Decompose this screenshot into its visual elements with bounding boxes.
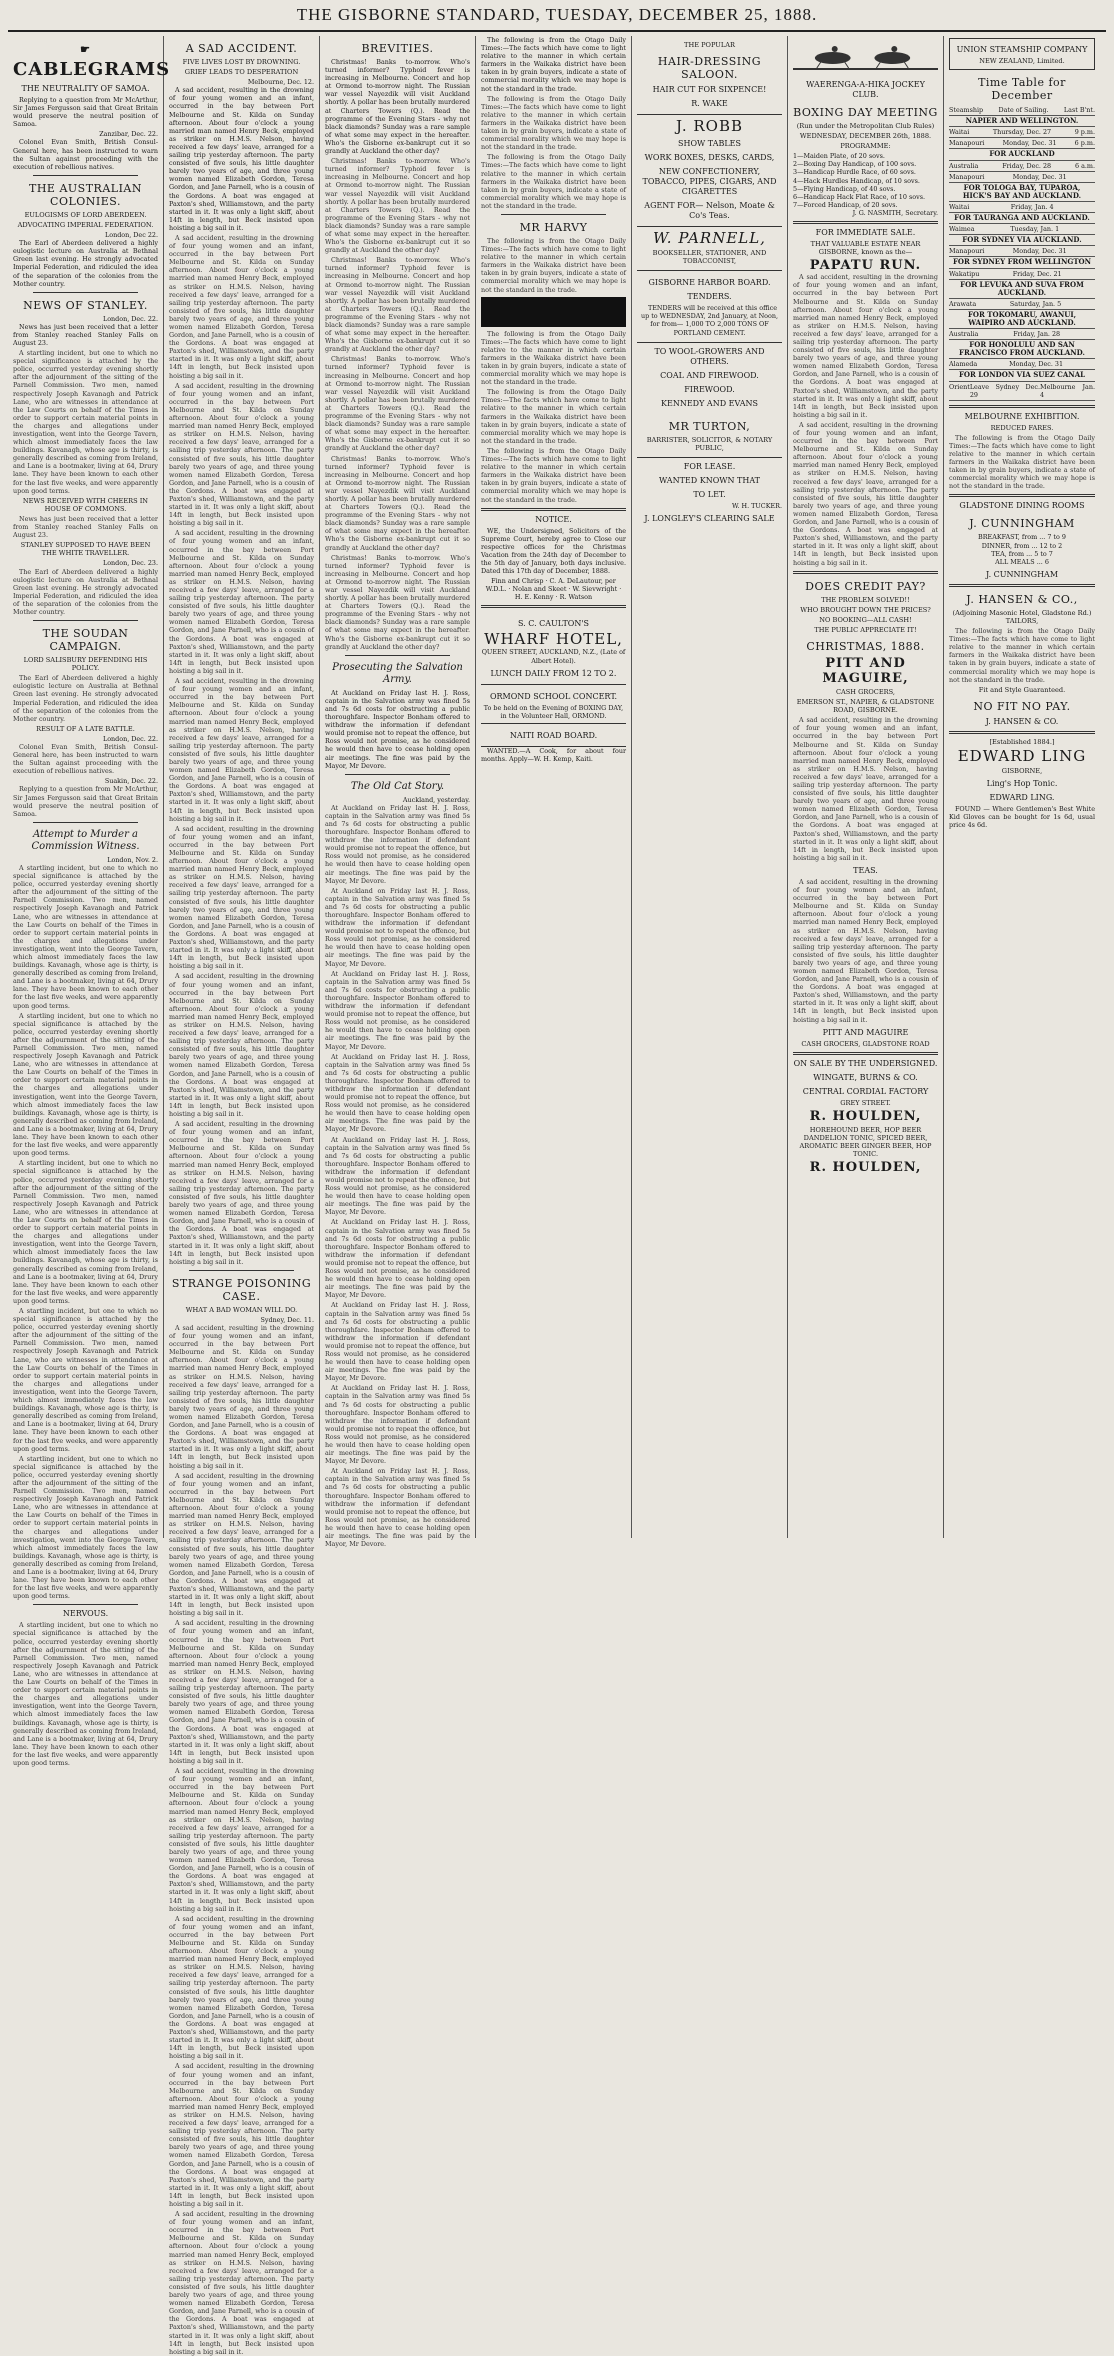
column-5 xyxy=(632,36,788,1538)
ad-heading: BOXING DAY MEETING xyxy=(793,106,938,119)
robb-ad xyxy=(637,115,782,227)
ad-heading: PAPATU RUN. xyxy=(809,258,922,274)
ad-sub: [Established 1884.] xyxy=(989,737,1055,746)
article-text: The Earl of Aberdeen delivered a highly eulogistic lecture on Australia at Bethnal Green last evening. He strongly advocated Imperial Federation, and ridiculed the idea of the separation of the colonies from the Mother country. xyxy=(13,567,158,616)
divider xyxy=(949,494,1095,497)
article-text: Colonel Evan Smith, British Consul-General here, has been instructed to warn the Sultan against proceeding with the execution of rebellious natives. xyxy=(13,743,158,776)
board-ad xyxy=(481,724,626,747)
ad-sub: WORK BOXES, DESKS, CARDS, xyxy=(644,153,775,163)
ad-title: W. PARNELL, xyxy=(653,229,766,248)
heading: KENNEDY AND EVANS xyxy=(661,398,758,408)
column-4 xyxy=(476,36,632,1538)
brevities-text: Christmas! Banks to-morrow. Who's turned informer? Typhoid fever is increasing in Melbourne. Concert and hop at Ormond to-morrow night. The Russian war vessel Nayezdik will visit Auckland shortly. A pollar has been brutally murdered at Charters Towers (Q.). Read the programme of the Evening Stars - why not black diamonds? Sunday was a rare sample of what some may expect in the hereafter. Who's the Gisborne ex-bankrupt cut it so grandly at Auckland the other day? xyxy=(325,553,470,651)
ad-kicker: THE POPULAR xyxy=(684,41,735,49)
ad-text: A sad accident, resulting in the drowning of four young women and an infant, occurred in the bay between Port Melbourne and St. Kilda on Sunday afternoon. About four o'clock a young married man named Henry Beck, employed as striker on H.M.S. Nelson, having received a few days' leave, arranged for a sailing trip yesterday afternoon. The party consisted of five souls, his little daughter barely two years of age, and three young women named Elizabeth Gordon, Teresa Gordon, and Jane Parnell, who is a cousin of the Gordons. A boat was engaged at Paxton's shed, Williamstown, and the party started in it. It was only a light skiff, about 14ft in length, but Beck insisted upon hoisting a big sail in it. xyxy=(793,420,938,567)
divider xyxy=(501,214,606,215)
subheading: RESULT OF A LATE BATTLE. xyxy=(36,724,135,733)
timetable-cell: Monday, Dec. 31 xyxy=(1012,172,1067,181)
notice-text: WE, the Undersigned, Solicitors of the Supreme Court, hereby agree to Close our respective offices for the Christmas Vacation from the 24th day of December to the 5th day of January, both days inclusive. Dated this 17th day of December, 1888. xyxy=(481,526,626,576)
heading: The Old Cat Story. xyxy=(350,780,445,792)
ad-sub: EMERSON ST., NAPIER, & GLADSTONE ROAD, GISBORNE. xyxy=(796,698,935,715)
ad-sub: CASH GROCERS, xyxy=(835,687,895,696)
dateline: Sydney, Dec. 11. xyxy=(260,1315,314,1324)
ad-sub: HOREHOUND BEER, HOP BEER DANDELION TONIC, SPICED BEER, AROMATIC BEER GINGER BEER, HOP TONIC. xyxy=(799,1125,932,1159)
ad-title: J. ROBB xyxy=(675,117,744,136)
ad-title: HAIR-DRESSING SALOON. xyxy=(657,55,762,82)
dateline: Auckland, yesterday. xyxy=(402,795,470,804)
ad-title: UNION STEAMSHIP COMPANY xyxy=(956,45,1088,54)
hotel-ad xyxy=(481,612,626,684)
timetable-cell: Australia xyxy=(949,330,979,339)
ad-heading: R. HOULDEN, xyxy=(809,1160,922,1176)
article-text: A startling incident, but one to which no special significance is attached by the police, occurred yesterday evening shortly after the adjournment of the sitting of the Parnell Commission. Two men, named respectively Joseph Kavanagh and Patrick Lane, who are witnesses in attendance at the Law Courts on behalf of the Times in order to support certain material points in the charges and allegations under investigation, went into the George Tavern, which almost immediately faces the law buildings. Kavanagh, whose age is thirty, is generally described as coming from Ireland, and Lane is a bootmaker, living at 64, Drury lane. They have been known to each other for the last five weeks, and were apparently upon good terms. xyxy=(13,1454,158,1601)
timetable-destination: FOR TOLOGA BAY, TUPAROA, HICK'S BAY AND AUCKLAND. xyxy=(949,183,1095,202)
timetable-cell: Waitai xyxy=(949,202,970,211)
article-text: The following is from the Otago Daily Times:—The facts which have come to light relative to the manner in which certain farmers in the Waikaka district have been taken in by grain buyers, indicate a state of commercial morality which we may hope is not the standard in the trade. xyxy=(481,153,626,210)
ad-sub: Fit and Style Guaranteed. xyxy=(978,685,1066,694)
brevities-text: Christmas! Banks to-morrow. Who's turned informer? Typhoid fever is increasing in Melbourne. Concert and hop at Ormond to-morrow night. The Russian war vessel Nayezdik will visit Auckland shortly. A pollar has been brutally murdered at Charters Towers (Q.). Read the programme of the Evening Stars - why not black diamonds? Sunday was a rare sample of what some may expect in the hereafter. Who's the Gisborne ex-bankrupt cut it so grandly at Auckland the other day? xyxy=(325,355,470,453)
timetable-cell: Waimea xyxy=(949,225,975,234)
article-text: A sad accident, resulting in the drowning of four young women and an infant, occurred in the bay between Port Melbourne and St. Kilda on Sunday afternoon. About four o'clock a young married man named Henry Beck, employed as striker on H.M.S. Nelson, having received a few days' leave, arranged for a sailing trip yesterday afternoon. The party consisted of five souls, his little daughter barely two years of age, and three young women named Elizabeth Gordon, Teresa Gordon, and Jane Parnell, who is a cousin of the Gordons. A boat was engaged at Paxton's shed, Williamstown, and the party started in it. It was only a light skiff, about 14ft in length, but Beck insisted upon hoisting a big sail in it. xyxy=(169,677,314,823)
timetable-destination: FOR SYDNEY FROM WELLINGTON xyxy=(949,257,1095,268)
heading: TO WOOL-GROWERS AND OTHERS. xyxy=(654,346,765,366)
signature: J. G. NASMITH, Secretary. xyxy=(852,208,938,217)
timetable-cell: Australia xyxy=(949,161,979,170)
article-text: At Auckland on Friday last H. J. Ross, captain in the Salvation army was fined 5s and 7s 6d costs for obstructing a public thoroughfare. Inspector Bonham offered to withdraw the information if defendant would promise not to repeat the offence, but Ross would not promise, as he considered he would then have to cease holding open air meetings. The fine was paid by the Mayor, Mr Devore. xyxy=(325,688,470,770)
ad-title: ORMOND SCHOOL CONCERT. xyxy=(489,691,618,701)
racehorse-engraving xyxy=(793,38,938,76)
timetable-destination: FOR TAURANGA AND AUCKLAND. xyxy=(949,213,1095,224)
brevities-text: Christmas! Banks to-morrow. Who's turned informer? Typhoid fever is increasing in Melbourne. Concert and hop at Ormond to-morrow night. The Russian war vessel Nayezdik will visit Auckland shortly. A pollar has been brutally murdered at Charters Towers (Q.). Read the programme of the Evening Stars - why not black diamonds? Sunday was a rare sample of what some may expect in the hereafter. Who's the Gisborne ex-bankrupt cut it so grandly at Auckland the other day? xyxy=(325,454,470,552)
column-7 xyxy=(944,36,1100,1538)
heading: FIREWOOD. xyxy=(684,384,735,394)
race-item: 6—Handicap Hack Flat Race, of 10 sovs. xyxy=(793,192,926,201)
ad-name: J. CUNNINGHAM xyxy=(969,517,1075,531)
article-text: Replying to a question from Mr McArthur, Sir James Fergusson said that Great Britain would preserve the neutral position of Samoa. xyxy=(13,96,158,129)
dateline: London, Dec. 22. xyxy=(102,314,158,323)
divider xyxy=(793,1052,938,1055)
article-text: The following is from the Otago Daily Times:—The facts which have come to light relative to the manner in which certain farmers in the Waikaka district have been taken in by grain buyers, indicate a state of commercial morality which we may hope is not the standard in the trade. xyxy=(481,388,626,445)
timetable-row xyxy=(949,127,1095,138)
race-list xyxy=(793,152,938,209)
column-1 xyxy=(8,36,171,1767)
article-text: A startling incident, but one to which no special significance is attached by the police, occurred yesterday evening shortly after the adjournment of the sitting of the Parnell Commission. Two men, named respectively Joseph Kavanagh and Patrick Lane, who are witnesses in attendance at the Law Courts on behalf of the Times in order to support certain material points in the charges and allegations under investigation, went into the George Tavern, which almost immediately faces the law buildings. Kavanagh, whose age is thirty, is generally described as coming from Ireland, and Lane is a bootmaker, living at 64, Drury lane. They have been known to each other for the last five weeks, and were apparently upon good terms. xyxy=(13,349,158,495)
ad-sub: TENDERS. xyxy=(687,292,732,302)
article-text: A startling incident, but one to which no special significance is attached by the police, occurred yesterday evening shortly after the adjournment of the sitting of the Parnell Commission. Two men, named respectively Joseph Kavanagh and Patrick Lane, who are witnesses in attendance at the Law Courts on behalf of the Times in order to support certain material points in the charges and allegations under investigation, went into the George Tavern, which almost immediately faces the law buildings. Kavanagh, whose age is thirty, is generally described as coming from Ireland, and Lane is a bootmaker, living at 64, Drury lane. They have been known to each other for the last five weeks, and were apparently upon good terms. xyxy=(13,1011,158,1158)
ad-note: LUNCH DAILY FROM 12 TO 2. xyxy=(490,668,617,678)
heading: WANTED KNOWN THAT xyxy=(658,475,761,485)
timetable-destination: NAPIER AND WELLINGTON. xyxy=(949,116,1095,127)
ad-title: MELBOURNE EXHIBITION. xyxy=(964,411,1080,421)
divider xyxy=(949,731,1095,734)
timetable-row xyxy=(949,246,1095,257)
article-text: The following is from the Otago Daily Times:—The facts which have come to light relative to the manner in which certain farmers in the Waikaka district have been taken in by grain buyers, indicate a state of commercial morality which we may hope is not the standard in the trade. xyxy=(481,446,626,504)
ad-sub: BOOKSELLER, STATIONER, AND TOBACCONIST, xyxy=(652,249,767,266)
divider xyxy=(949,584,1095,587)
race-item: 4—Hack Hurdles Handicap, of 10 sovs. xyxy=(793,176,920,185)
concert-ad xyxy=(481,685,626,724)
column-3 xyxy=(320,36,476,1549)
timetable-cell: Friday, Dec. 28 xyxy=(1002,161,1052,170)
divider xyxy=(33,822,138,823)
timetable-header xyxy=(949,105,1095,116)
timetable-cell: Arawata xyxy=(949,299,977,308)
ad-sub: THE PUBLIC APPRECIATE IT! xyxy=(814,625,917,634)
race-item: 7—Forced Handicap, of 20 sovs. xyxy=(793,200,898,209)
divider xyxy=(33,175,138,176)
heading: COAL AND FIREWOOD. xyxy=(660,370,759,380)
article-text: At Auckland on Friday last H. J. Ross, captain in the Salvation army was fined 5s and 7s 6d costs for obstructing a public thoroughfare. Inspector Bonham offered to withdraw the information if defendant would promise not to repeat the offence, but Ross would not promise, as he considered he would then have to cease holding open air meetings. The fine was paid by the Mayor, Mr Devore. xyxy=(325,1301,470,1383)
timetable-cell: Thursday, Dec. 27 xyxy=(992,128,1052,137)
timetable-cell: Saturday, Jan. 5 xyxy=(1009,299,1062,308)
brevities-text: Christmas! Banks to-morrow. Who's turned informer? Typhoid fever is increasing in Melbourne. Concert and hop at Ormond to-morrow night. The Russian war vessel Nayezdik will visit Auckland shortly. A pollar has been brutally murdered at Charters Towers (Q.). Read the programme of the Evening Stars - why not black diamonds? Sunday was a rare sample of what some may expect in the hereafter. Who's the Gisborne ex-bankrupt cut it so grandly at Auckland the other day? xyxy=(325,58,470,156)
ad-sub: GREY STREET. xyxy=(840,1098,891,1107)
column-header: Date of Sailing. xyxy=(998,106,1049,115)
article-text: A sad accident, resulting in the drowning of four young women and an infant, occurred in the bay between Port Melbourne and St. Kilda on Sunday afternoon. About four o'clock a young married man named Henry Beck, employed as striker on H.M.S. Nelson, having received a few days' leave, arranged for a sailing trip yesterday afternoon. The party consisted of five souls, his little daughter barely two years of age, and three young women named Elizabeth Gordon, Teresa Gordon, and Jane Parnell, who is a cousin of the Gordons. A boat was engaged at Paxton's shed, Williamstown, and the party started in it. It was only a light skiff, about 14ft in length, but Beck insisted upon hoisting a big sail in it. xyxy=(169,529,314,675)
ad-sub: WHO BROUGHT DOWN THE PRICES? xyxy=(800,605,931,614)
timetable-cell: Manapouri xyxy=(949,139,985,148)
timetable-destination: FOR HONOLULU AND SAN FRANCISCO FROM AUCKLAND. xyxy=(949,340,1095,359)
timetable-cell: Friday, Dec. 21 xyxy=(1012,269,1062,278)
article-text: A sad accident, resulting in the drowning of four young women and an infant, occurred in the bay between Port Melbourne and St. Kilda on Sunday afternoon. About four o'clock a young married man named Henry Beck, employed as striker on H.M.S. Nelson, having received a few days' leave, arranged for a sailing trip yesterday afternoon. The party consisted of five souls, his little daughter barely two years of age, and three young women named Elizabeth Gordon, Teresa Gordon, and Jane Parnell, who is a cousin of the Gordons. A boat was engaged at Paxton's shed, Williamstown, and the party started in it. It was only a light skiff, about 14ft in length, but Beck insisted upon hoisting a big sail in it. xyxy=(169,1914,314,2061)
timetable-cell: Friday, Jan. 28 xyxy=(1013,330,1061,339)
divider xyxy=(949,405,1095,408)
timetable-destination: FOR LEVUKA AND SUVA FROM AUCKLAND. xyxy=(949,280,1095,299)
article-text: The Earl of Aberdeen delivered a highly eulogistic lecture on Australia at Bethnal Green last evening. He strongly advocated Imperial Federation, and ridiculed the idea of the separation of the colonies from the Mother country. xyxy=(13,239,158,288)
column-6 xyxy=(788,36,944,1538)
dateline: London, Dec. 22. xyxy=(102,734,158,743)
ad-sub: NEW CONFECTIONERY, TOBACCO, PIPES, CIGARS, AND CIGARETTES xyxy=(642,167,777,197)
article-text: A sad accident, resulting in the drowning of four young women and an infant, occurred in the bay between Port Melbourne and St. Kilda on Sunday afternoon. About four o'clock a young married man named Henry Beck, employed as striker on H.M.S. Nelson, having received a few days' leave, arranged for a sailing trip yesterday afternoon. The party consisted of five souls, his little daughter barely two years of age, and three young women named Elizabeth Gordon, Teresa Gordon, and Jane Parnell, who is a cousin of the Gordons. A boat was engaged at Paxton's shed, Williamstown, and the party started in it. It was only a light skiff, about 14ft in length, but Beck insisted upon hoisting a big sail in it. xyxy=(169,2062,314,2208)
ad-sub: GISBORNE, xyxy=(1001,766,1043,775)
ad-heading: TEAS. xyxy=(853,865,878,875)
heading: STRANGE POISONING CASE. xyxy=(171,1276,312,1303)
ad-heading: NO FIT NO PAY. xyxy=(973,699,1071,713)
race-item: 5—Flying Handicap, of 40 sovs. xyxy=(793,184,896,193)
black-print-block xyxy=(481,297,626,327)
ad-heading: R. HOULDEN, xyxy=(809,1108,922,1124)
article-text: A sad accident, resulting in the drowning of four young women and an infant, occurred in the bay between Port Melbourne and St. Kilda on Sunday afternoon. About four o'clock a young married man named Henry Beck, employed as striker on H.M.S. Nelson, having received a few days' leave, arranged for a sailing trip yesterday afternoon. The party consisted of five souls, his little daughter barely two years of age, and three young women named Elizabeth Gordon, Teresa Gordon, and Jane Parnell, who is a cousin of the Gordons. A boat was engaged at Paxton's shed, Williamstown, and the party started in it. It was only a light skiff, about 14ft in length, but Beck insisted upon hoisting a big sail in it. xyxy=(169,824,314,971)
subheading: STANLEY SUPPOSED TO HAVE BEEN THE WHITE TRAVELLER. xyxy=(20,541,151,558)
divider xyxy=(793,571,938,574)
timetable-row xyxy=(949,269,1095,280)
programme-label: PROGRAMME: xyxy=(840,142,891,151)
timetable-row xyxy=(949,382,1095,401)
timetable-cell: Leave Sydney Dec. 29 xyxy=(969,382,1041,399)
timetable-cell: Melbourne Jan. 4 xyxy=(1040,382,1095,399)
article-text: Replying to a question from Mr McArthur, Sir James Fergusson said that Great Britain would preserve the neutral position of Samoa. xyxy=(13,785,158,818)
ad-text: To be held on the Evening of BOXING DAY, in the Volunteer Hall, ORMOND. xyxy=(483,703,624,720)
classified-ad: FOUND — Where Gentlemen's Best White Kid Gloves can be bought for 1s 6d, usual price 4s 6d. xyxy=(949,804,1095,830)
ad-title: FOR IMMEDIATE SALE. xyxy=(815,228,916,238)
timetable-cell: Wakatipu xyxy=(949,269,980,278)
parnell-ad xyxy=(637,227,782,271)
timetable-destination: FOR TOKOMARU, AWANUI, WAIPIRO AND AUCKLAND. xyxy=(949,310,1095,329)
ad-line: DINNER, from ... 12 to 2 xyxy=(981,541,1063,550)
article-text: The following is from the Otago Daily Times:—The facts which have come to light relative to the manner in which certain farmers in the Waikaka district have been taken in by grain buyers, indicate a state of commercial morality which we may hope is not the standard in the trade. xyxy=(481,94,626,152)
article-text: A sad accident, resulting in the drowning of four young women and an infant, occurred in the bay between Port Melbourne and St. Kilda on Sunday afternoon. About four o'clock a young married man named Henry Beck, employed as striker on H.M.S. Nelson, having received a few days' leave, arranged for a sailing trip yesterday afternoon. The party consisted of five souls, his little daughter barely two years of age, and three young women named Elizabeth Gordon, Teresa Gordon, and Jane Parnell, who is a cousin of the Gordons. A boat was engaged at Paxton's shed, Williamstown, and the party started in it. It was only a light skiff, about 14ft in length, but Beck insisted upon hoisting a big sail in it. xyxy=(169,381,314,528)
ad-name: J. CUNNINGHAM xyxy=(985,569,1059,579)
article-text: News has just been received that a letter from Stanley reached Stanley Falls on August 23. xyxy=(13,322,158,347)
timetable-cell: 9 p.m. xyxy=(1074,128,1095,137)
divider xyxy=(345,774,450,775)
heading: THE SOUDAN CAMPAIGN. xyxy=(42,627,129,654)
article-text: A sad accident, resulting in the drowning of four young women and an infant, occurred in the bay between Port Melbourne and St. Kilda on Sunday afternoon. About four o'clock a young married man named Henry Beck, employed as striker on H.M.S. Nelson, having received a few days' leave, arranged for a sailing trip yesterday afternoon. The party consisted of five souls, his little daughter barely two years of age, and three young women named Elizabeth Gordon, Teresa Gordon, and Jane Parnell, who is a cousin of the Gordons. A boat was engaged at Paxton's shed, Williamstown, and the party started in it. It was only a light skiff, about 14ft in length, but Beck insisted upon hoisting a big sail in it. xyxy=(169,1323,314,1470)
cablegrams-title: ☛ CABLEGRAMS xyxy=(13,43,171,80)
article-text: At Auckland on Friday last H. J. Ross, captain in the Salvation army was fined 5s and 7s 6d costs for obstructing a public thoroughfare. Inspector Bonham offered to withdraw the information if defendant would promise not to repeat the offence, but Ross would not promise, as he considered he would then have to cease holding open air meetings. The fine was paid by the Mayor, Mr Devore. xyxy=(325,1218,470,1300)
dateline: London, Dec. 23. xyxy=(102,559,158,568)
article-text: A startling incident, but one to which no special significance is attached by the police, occurred yesterday evening shortly after the adjournment of the sitting of the Parnell Commission. Two men, named respectively Joseph Kavanagh and Patrick Lane, who are witnesses in attendance at the Law Courts on behalf of the Times in order to support certain material points in the charges and allegations under investigation, went into the George Tavern, which almost immediately faces the law buildings. Kavanagh, whose age is thirty, is generally described as coming from Ireland, and Lane is a bootmaker, living at 64, Drury lane. They have been known to each other for the last five weeks, and were apparently upon good terms. xyxy=(13,1621,158,1767)
article-text: At Auckland on Friday last H. J. Ross, captain in the Salvation army was fined 5s and 7s 6d costs for obstructing a public thoroughfare. Inspector Bonham offered to withdraw the information if defendant would promise not to repeat the offence, but Ross would not promise, as he considered he would then have to cease holding open air meetings. The fine was paid by the Mayor, Mr Devore. xyxy=(325,803,470,885)
heading: THE NEUTRALITY OF SAMOA. xyxy=(21,84,150,93)
timetable-cell: Monday, Dec. 31 xyxy=(1002,139,1057,148)
divider xyxy=(33,620,138,621)
timetable-cell: 6 p.m. xyxy=(1074,139,1095,148)
ad-text: TENDERS will be received at this office up to WEDNESDAY, 2nd January, at Noon, for from— 1,000 TO 2,000 TONS OF PORTLAND CEMENT. xyxy=(640,304,779,337)
ad-name: EDWARD LING. xyxy=(989,792,1055,802)
divider xyxy=(481,605,626,608)
subheading: WHAT A BAD WOMAN WILL DO. xyxy=(185,1305,298,1314)
dateline: London, Dec 22. xyxy=(104,231,158,240)
heading: J. LONGLEY'S CLEARING SALE xyxy=(644,513,775,523)
article-text: At Auckland on Friday last H. J. Ross, captain in the Salvation army was fined 5s and 7s 6d costs for obstructing a public thoroughfare. Inspector Bonham offered to withdraw the information if defendant would promise not to repeat the offence, but Ross would not promise, as he considered he would then have to cease holding open air meetings. The fine was paid by the Mayor, Mr Devore. xyxy=(325,1384,470,1466)
heading: MR HARVY xyxy=(519,220,588,234)
heading: A SAD ACCIDENT. xyxy=(185,42,298,55)
article-text: A startling incident, but one to which no special significance is attached by the police, occurred yesterday evening shortly after the adjournment of the sitting of the Parnell Commission. Two men, named respectively Joseph Kavanagh and Patrick Lane, who are witnesses in attendance at the Law Courts on behalf of the Times in order to support certain material points in the charges and allegations under investigation, went into the George Tavern, which almost immediately faces the law buildings. Kavanagh, whose age is thirty, is generally described as coming from Ireland, and Lane is a bootmaker, living at 64, Drury lane. They have been known to each other for the last five weeks, and were apparently upon good terms. xyxy=(13,1307,158,1453)
timetable-row xyxy=(949,172,1095,183)
article-text: News has just been received that a letter from Stanley reached Stanley Falls on August 23. xyxy=(13,514,158,540)
ad-heading: Ling's Hop Tonic. xyxy=(986,778,1058,788)
ad-text: The following is from the Otago Daily Times:—The facts which have come to light relative to the manner in which certain farmers in the Waikaka district have been taken in by grain buyers, indicate a state of commercial morality which we may hope is not the standard in the trade. xyxy=(949,627,1095,684)
ad-name: J. HANSEN & CO. xyxy=(985,716,1059,726)
heading: TO LET. xyxy=(693,489,726,499)
masthead: THE GISBORNE STANDARD, TUESDAY, DECEMBER 25, 1888. xyxy=(296,5,818,24)
article-text: At Auckland on Friday last H. J. Ross, captain in the Salvation army was fined 5s and 7s 6d costs for obstructing a public thoroughfare. Inspector Bonham offered to withdraw the information if defendant would promise not to repeat the offence, but Ross would not promise, as he considered he would then have to cease holding open air meetings. The fine was paid by the Mayor, Mr Devore. xyxy=(325,969,470,1051)
timetable-cell: 6 a.m. xyxy=(1074,161,1095,170)
race-item: 3—Handicap Hurdle Race, of 60 sovs. xyxy=(793,168,916,177)
timetable-destination: FOR LONDON VIA SUEZ CANAL xyxy=(949,370,1095,381)
article-text: A sad accident, resulting in the drowning of four young women and an infant, occurred in the bay between Port Melbourne and St. Kilda on Sunday afternoon. About four o'clock a young married man named Henry Beck, employed as striker on H.M.S. Nelson, having received a few days' leave, arranged for a sailing trip yesterday afternoon. The party consisted of five souls, his little daughter barely two years of age, and three young women named Elizabeth Gordon, Teresa Gordon, and Jane Parnell, who is a cousin of the Gordons. A boat was engaged at Paxton's shed, Williamstown, and the party started in it. It was only a light skiff, about 14ft in length, but Beck insisted upon hoisting a big sail in it. xyxy=(169,86,314,232)
ad-sub: SHOW TABLES xyxy=(678,139,741,149)
heading: NEWS OF STANLEY. xyxy=(23,298,148,312)
ad-sub: REDUCED FARES. xyxy=(990,423,1054,432)
ad-title: GLADSTONE DINING ROOMS xyxy=(959,501,1085,511)
race-item: 2—Boxing Day Handicap, of 100 sovs. xyxy=(793,160,917,169)
timetable-destination: FOR AUCKLAND xyxy=(949,149,1095,160)
timetable-row xyxy=(949,359,1095,370)
timetable-cell: Waitai xyxy=(949,128,970,137)
divider xyxy=(33,292,138,293)
timetable-row xyxy=(949,299,1095,310)
subheading: FIVE LIVES LOST BY DROWNING. xyxy=(182,58,301,66)
ad-agent: AGENT FOR— Nelson, Moate & Co's Teas. xyxy=(644,201,775,221)
ad-heading: CHRISTMAS, 1888. xyxy=(806,639,925,653)
ad-line: ALL MEALS ... 6 xyxy=(995,557,1049,566)
ad-title: NAITI ROAD BOARD. xyxy=(509,730,598,740)
column-2 xyxy=(164,36,320,2356)
harbor-board-ad xyxy=(637,271,782,342)
ad-name: R. WAKE xyxy=(691,99,728,109)
pointing-hand-icon: ☛ xyxy=(80,43,91,56)
ad-name: WHARF HOTEL, xyxy=(484,630,623,649)
timetable-cell: Friday, Jan. 4 xyxy=(1010,202,1054,211)
heading: FOR LEASE. xyxy=(683,461,736,471)
ad-sub: CASH GROCERS, GLADSTONE ROAD xyxy=(801,1039,930,1048)
ad-line: TEA, from ... 5 to 7 xyxy=(991,549,1053,558)
timetable-row xyxy=(949,138,1095,149)
signatories: Finn and Chrisp · C. A. DeLautour, per W.D.L. · Nolan and Skeet · W. Sievwright · H. E. Kenny · R. Watson xyxy=(485,577,622,602)
ad-heading: DOES CREDIT PAY? xyxy=(805,579,926,593)
columns xyxy=(8,36,1106,2356)
subheading: ADVOCATING IMPERIAL FEDERATION. xyxy=(17,220,154,229)
article-text: Colonel Evan Smith, British Consul-General here, has been instructed to warn the Sultan against proceeding with the execution of rebellious natives. xyxy=(13,138,158,171)
masthead-rule xyxy=(8,30,1106,32)
divider xyxy=(481,508,626,511)
dateline: Zanzibar, Dec. 22. xyxy=(99,130,158,139)
timetable-row xyxy=(949,161,1095,172)
ad-title: EDWARD LING xyxy=(957,746,1087,765)
ad-sub: NO BOOKING—ALL CASH! xyxy=(819,615,912,624)
ad-sub: (Run under the Metropolitan Club Rules) xyxy=(796,122,935,130)
ad-text: A sad accident, resulting in the drowning of four young women and an infant, occurred in the bay between Port Melbourne and St. Kilda on Sunday afternoon. About four o'clock a young married man named Henry Beck, employed as striker on H.M.S. Nelson, having received a few days' leave, arranged for a sailing trip yesterday afternoon. The party consisted of five souls, his little daughter barely two years of age, and three young women named Elizabeth Gordon, Teresa Gordon, and Jane Parnell, who is a cousin of the Gordons. A boat was engaged at Paxton's shed, Williamstown, and the party started in it. It was only a light skiff, about 14ft in length, but Beck insisted upon hoisting a big sail in it. xyxy=(793,877,938,1024)
timetable-row xyxy=(949,329,1095,340)
signature: W. H. TUCKER. xyxy=(732,501,782,510)
timetable-cell: Orient xyxy=(949,382,970,391)
turton-ad xyxy=(637,411,782,458)
timetable-row xyxy=(949,224,1095,235)
divider xyxy=(793,221,938,224)
ad-heading: PITT AND MAGUIRE xyxy=(822,1027,909,1037)
heading: BREVITIES. xyxy=(361,42,434,55)
article-text: The following is from the Otago Daily Times:—The facts which have come to light relative to the manner in which certain farmers in the Waikaka district have been taken in by grain buyers, indicate a state of commercial morality which we may hope is not the standard in the trade. xyxy=(481,36,626,93)
subheading: LORD SALISBURY DEFENDING HIS POLICY. xyxy=(23,656,148,673)
hairdresser-ad xyxy=(637,36,782,115)
article-text: At Auckland on Friday last H. J. Ross, captain in the Salvation army was fined 5s and 7s 6d costs for obstructing a public thoroughfare. Inspector Bonham offered to withdraw the information if defendant would promise not to repeat the offence, but Ross would not promise, as he considered he would then have to cease holding open air meetings. The fine was paid by the Mayor, Mr Devore. xyxy=(325,886,470,968)
heading: Prosecuting the Salvation Army. xyxy=(332,661,463,685)
ad-date: WEDNESDAY, DECEMBER 26th, 1888. xyxy=(799,132,932,141)
timetable-cell: Monday, Dec. 31 xyxy=(1012,247,1067,256)
brevities-text: Christmas! Banks to-morrow. Who's turned informer? Typhoid fever is increasing in Melbourne. Concert and hop at Ormond to-morrow night. The Russian war vessel Nayezdik will visit Auckland shortly. A pollar has been brutally murdered at Charters Towers (Q.). Read the programme of the Evening Stars - why not black diamonds? Sunday was a rare sample of what some may expect in the hereafter. Who's the Gisborne ex-bankrupt cut it so grandly at Auckland the other day? xyxy=(325,256,470,354)
subheading: EULOGISMS OF LORD ABERDEEN. xyxy=(24,210,147,219)
article-text: At Auckland on Friday last H. J. Ross, captain in the Salvation army was fined 5s and 7s 6d costs for obstructing a public thoroughfare. Inspector Bonham offered to withdraw the information if defendant would promise not to repeat the offence, but Ross would not promise, as he considered he would then have to cease holding open air meetings. The fine was paid by the Mayor, Mr Devore. xyxy=(325,1467,470,1549)
ad-address: QUEEN STREET, AUCKLAND, N.Z., (Late of Albert Hotel). xyxy=(481,648,626,665)
ad-text: A sad accident, resulting in the drowning of four young women and an infant, occurred in the bay between Port Melbourne and St. Kilda on Sunday afternoon. About four o'clock a young married man named Henry Beck, employed as striker on H.M.S. Nelson, having received a few days' leave, arranged for a sailing trip yesterday afternoon. The party consisted of five souls, his little daughter barely two years of age, and three young women named Elizabeth Gordon, Teresa Gordon, and Jane Parnell, who is a cousin of the Gordons. A boat was engaged at Paxton's shed, Williamstown, and the party started in it. It was only a light skiff, about 14ft in length, but Beck insisted upon hoisting a big sail in it. xyxy=(793,716,938,862)
article-text: A sad accident, resulting in the drowning of four young women and an infant, occurred in the bay between Port Melbourne and St. Kilda on Sunday afternoon. About four o'clock a young married man named Henry Beck, employed as striker on H.M.S. Nelson, having received a few days' leave, arranged for a sailing trip yesterday afternoon. The party consisted of five souls, his little daughter barely two years of age, and three young women named Elizabeth Gordon, Teresa Gordon, and Jane Parnell, who is a cousin of the Gordons. A boat was engaged at Paxton's shed, Williamstown, and the party started in it. It was only a light skiff, about 14ft in length, but Beck insisted upon hoisting a big sail in it. xyxy=(169,233,314,380)
heading: THE AUSTRALIAN COLONIES. xyxy=(29,181,142,208)
timetable xyxy=(949,116,1095,401)
timetable-cell: Alameda xyxy=(949,360,978,369)
ad-sub: BARRISTER, SOLICITOR, & NOTARY PUBLIC, xyxy=(646,435,773,452)
ad-title: WAERENGA-A-HIKA JOCKEY CLUB. xyxy=(806,80,925,99)
article-text: A sad accident, resulting in the drowning of four young women and an infant, occurred in the bay between Port Melbourne and St. Kilda on Sunday afternoon. About four o'clock a young married man named Henry Beck, employed as striker on H.M.S. Nelson, having received a few days' leave, arranged for a sailing trip yesterday afternoon. The party consisted of five souls, his little daughter barely two years of age, and three young women named Elizabeth Gordon, Teresa Gordon, and Jane Parnell, who is a cousin of the Gordons. A boat was engaged at Paxton's shed, Williamstown, and the party started in it. It was only a light skiff, about 14ft in length, but Beck insisted upon hoisting a big sail in it. xyxy=(169,1471,314,1618)
timetable-row xyxy=(949,202,1095,213)
ad-sub: THE PROBLEM SOLVED!! xyxy=(821,595,910,604)
ad-sub: NEW ZEALAND, Limited. xyxy=(979,57,1065,65)
ad-title: J. HANSEN & CO., xyxy=(966,592,1078,606)
dateline: Suakin, Dec. 22. xyxy=(104,777,158,786)
ad-heading: ON SALE BY THE UNDERSIGNED. xyxy=(793,1058,938,1068)
article-text: A sad accident, resulting in the drowning of four young women and an infant, occurred in the bay between Port Melbourne and St. Kilda on Sunday afternoon. About four o'clock a young married man named Henry Beck, employed as striker on H.M.S. Nelson, having received a few days' leave, arranged for a sailing trip yesterday afternoon. The party consisted of five souls, his little daughter barely two years of age, and three young women named Elizabeth Gordon, Teresa Gordon, and Jane Parnell, who is a cousin of the Gordons. A boat was engaged at Paxton's shed, Williamstown, and the party started in it. It was only a light skiff, about 14ft in length, but Beck insisted upon hoisting a big sail in it. xyxy=(169,2210,314,2356)
subheading: GRIEF LEADS TO DESPERATION xyxy=(184,68,299,77)
brevities-text: Christmas! Banks to-morrow. Who's turned informer? Typhoid fever is increasing in Melbourne. Concert and hop at Ormond to-morrow night. The Russian war vessel Nayezdik will visit Auckland shortly. A pollar has been brutally murdered at Charters Towers (Q.). Read the programme of the Evening Stars - why not black diamonds? Sunday was a rare sample of what some may expect in the hereafter. Who's the Gisborne ex-bankrupt cut it so grandly at Auckland the other day? xyxy=(325,157,470,255)
heading: NERVOUS. xyxy=(62,1609,109,1619)
ad-title: MR TURTON, xyxy=(668,419,751,433)
classified-ad: WANTED.—A Cook, for about four months. Apply—W. H. Kemp, Kaiti. xyxy=(481,746,626,763)
timetable-cell: Monday, Dec. 31 xyxy=(1009,360,1064,369)
divider xyxy=(189,1270,294,1271)
article-text: The following is from the Otago Daily Times:—The facts which have come to light relative to the manner in which certain farmers in the Waikaka district have been taken in by grain buyers, indicate a state of commercial morality which we may hope is not the standard in the trade. xyxy=(481,329,626,387)
ad-sub: THAT VALUABLE ESTATE NEAR GISBORNE, known as the— xyxy=(810,240,921,257)
article-text: A sad accident, resulting in the drowning of four young women and an infant, occurred in the bay between Port Melbourne and St. Kilda on Sunday afternoon. About four o'clock a young married man named Henry Beck, employed as striker on H.M.S. Nelson, having received a few days' leave, arranged for a sailing trip yesterday afternoon. The party consisted of five souls, his little daughter barely two years of age, and three young women named Elizabeth Gordon, Teresa Gordon, and Jane Parnell, who is a cousin of the Gordons. A boat was engaged at Paxton's shed, Williamstown, and the party started in it. It was only a light skiff, about 14ft in length, but Beck insisted upon hoisting a big sail in it. xyxy=(169,972,314,1118)
timetable-cell: Tuesday, Jan. 1 xyxy=(1010,225,1060,234)
article-text: A startling incident, but one to which no special significance is attached by the police, occurred yesterday evening shortly after the adjournment of the sitting of the Parnell Commission. Two men, named respectively Joseph Kavanagh and Patrick Lane, who are witnesses in attendance at the Law Courts on behalf of the Times in order to support certain material points in the charges and allegations under investigation, went into the George Tavern, which almost immediately faces the law buildings. Kavanagh, whose age is thirty, is generally described as coming from Ireland, and Lane is a bootmaker, living at 64, Drury lane. They have been known to each other for the last five weeks, and were apparently upon good terms. xyxy=(13,863,158,1010)
article-text: A sad accident, resulting in the drowning of four young women and an infant, occurred in the bay between Port Melbourne and St. Kilda on Sunday afternoon. About four o'clock a young married man named Henry Beck, employed as striker on H.M.S. Nelson, having received a few days' leave, arranged for a sailing trip yesterday afternoon. The party consisted of five souls, his little daughter barely two years of age, and three young women named Elizabeth Gordon, Teresa Gordon, and Jane Parnell, who is a cousin of the Gordons. A boat was engaged at Paxton's shed, Williamstown, and the party started in it. It was only a light skiff, about 14ft in length, but Beck insisted upon hoisting a big sail in it. xyxy=(169,1120,314,1266)
column-header: Steamship xyxy=(949,106,984,115)
ad-heading: CENTRAL CORDIAL FACTORY xyxy=(802,1086,929,1096)
timetable-destination: FOR SYDNEY VIA AUCKLAND. xyxy=(949,235,1095,246)
article-text: The Earl of Aberdeen delivered a highly eulogistic lecture on Australia at Bethnal Green last evening. He strongly advocated Imperial Federation, and ridiculed the idea of the separation of the colonies from the Mother country. xyxy=(13,674,158,723)
ad-line: BREAKFAST, from ... 7 to 9 xyxy=(978,533,1066,542)
article-text: At Auckland on Friday last H. J. Ross, captain in the Salvation army was fined 5s and 7s 6d costs for obstructing a public thoroughfare. Inspector Bonham offered to withdraw the information if defendant would promise not to repeat the offence, but Ross would not promise, as he considered he would then have to cease holding open air meetings. The fine was paid by the Mayor, Mr Devore. xyxy=(325,1135,470,1217)
dateline: London, Nov. 2. xyxy=(107,855,158,864)
timetable-cell: Manapouri xyxy=(949,247,985,256)
race-item: 1—Maiden Plate, of 20 sovs. xyxy=(793,152,885,161)
ad-text: The following is from the Otago Daily Times:—The facts which have come to light relative to the manner in which certain farmers in the Waikaka district have been taken in by grain buyers, indicate a state of commercial morality which we may hope is not the standard in the trade. xyxy=(949,433,1095,491)
article-text: A sad accident, resulting in the drowning of four young women and an infant, occurred in the bay between Port Melbourne and St. Kilda on Sunday afternoon. About four o'clock a young married man named Henry Beck, employed as striker on H.M.S. Nelson, having received a few days' leave, arranged for a sailing trip yesterday afternoon. The party consisted of five souls, his little daughter barely two years of age, and three young women named Elizabeth Gordon, Teresa Gordon, and Jane Parnell, who is a cousin of the Gordons. A boat was engaged at Paxton's shed, Williamstown, and the party started in it. It was only a light skiff, about 14ft in length, but Beck insisted upon hoisting a big sail in it. xyxy=(169,1619,314,1765)
ad-title: S. C. CAULTON'S xyxy=(517,619,590,629)
ad-title: GISBORNE HARBOR BOARD. xyxy=(648,278,771,288)
article-text: A sad accident, resulting in the drowning of four young women and an infant, occurred in the bay between Port Melbourne and St. Kilda on Sunday afternoon. About four o'clock a young married man named Henry Beck, employed as striker on H.M.S. Nelson, having received a few days' leave, arranged for a sailing trip yesterday afternoon. The party consisted of five souls, his little daughter barely two years of age, and three young women named Elizabeth Gordon, Teresa Gordon, and Jane Parnell, who is a cousin of the Gordons. A boat was engaged at Paxton's shed, Williamstown, and the party started in it. It was only a light skiff, about 14ft in length, but Beck insisted upon hoisting a big sail in it. xyxy=(169,1767,314,1913)
ad-heading: WINGATE, BURNS & CO. xyxy=(813,1072,918,1082)
article-text: A startling incident, but one to which no special significance is attached by the police, occurred yesterday evening shortly after the adjournment of the sitting of the Parnell Commission. Two men, named respectively Joseph Kavanagh and Patrick Lane, who are witnesses in attendance at the Law Courts on behalf of the Times in order to support certain material points in the charges and allegations under investigation, went into the George Tavern, which almost immediately faces the law buildings. Kavanagh, whose age is thirty, is generally described as coming from Ireland, and Lane is a bootmaker, living at 64, Drury lane. They have been known to each other for the last five weeks, and were apparently upon good terms. xyxy=(13,1159,158,1305)
subheading: NEWS RECEIVED WITH CHEERS IN HOUSE OF COMMONS. xyxy=(22,496,149,513)
heading: Attempt to Murder a Commission Witness. xyxy=(31,828,140,852)
article-text: The following is from the Otago Daily Times:—The facts which have come to light relative to the manner in which certain farmers in the Waikaka district have been taken in by grain buyers, indicate a state of commercial morality which we may hope is not the standard in the trade. xyxy=(481,236,626,294)
timetable-title: Time Table for December xyxy=(978,76,1066,103)
union-steamship-ad xyxy=(949,38,1095,70)
dateline: Melbourne, Dec. 12. xyxy=(247,78,314,87)
ad-heading: PITT AND MAGUIRE, xyxy=(822,655,909,686)
timetable-cell: Manapouri xyxy=(949,172,985,181)
divider xyxy=(345,655,450,656)
column-header: Last B'nt. xyxy=(1063,106,1095,115)
ad-sub: HAIR CUT FOR SIXPENCE! xyxy=(652,85,767,95)
ad-sub: (Adjoining Masonic Hotel, Gladstone Rd.) TAILORS, xyxy=(952,608,1092,625)
heading: NOTICE. xyxy=(535,514,572,524)
divider xyxy=(33,1604,138,1605)
ad-text: A sad accident, resulting in the drowning of four young women and an infant, occurred in the bay between Port Melbourne and St. Kilda on Sunday afternoon. About four o'clock a young married man named Henry Beck, employed as striker on H.M.S. Nelson, having received a few days' leave, arranged for a sailing trip yesterday afternoon. The party consisted of five souls, his little daughter barely two years of age, and three young women named Elizabeth Gordon, Teresa Gordon, and Jane Parnell, who is a cousin of the Gordons. A boat was engaged at Paxton's shed, Williamstown, and the party started in it. It was only a light skiff, about 14ft in length, but Beck insisted upon hoisting a big sail in it. xyxy=(793,273,938,419)
article-text: At Auckland on Friday last H. J. Ross, captain in the Salvation army was fined 5s and 7s 6d costs for obstructing a public thoroughfare. Inspector Bonham offered to withdraw the information if defendant would promise not to repeat the offence, but Ross would not promise, as he considered he would then have to cease holding open air meetings. The fine was paid by the Mayor, Mr Devore. xyxy=(325,1052,470,1134)
